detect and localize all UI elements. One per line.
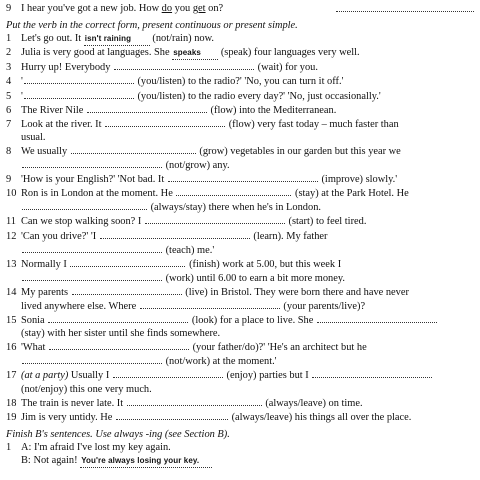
answer-blank[interactable] <box>22 271 162 281</box>
answer-blank[interactable] <box>49 340 189 350</box>
item-10: 10 Ron is in London at the moment. He (stay) at the Park Hotel. He <box>6 188 409 200</box>
item-13: 13 Normally I (finish) work at 5.00, but this week I <box>6 258 342 270</box>
answer-blank[interactable] <box>105 117 225 127</box>
item-14: 14 My parents (live) in Bristol. They were born there and have never <box>6 286 409 298</box>
answer-blank[interactable] <box>87 103 207 113</box>
item-12: 12 'Can you drive?' 'I (learn). My father <box>6 230 328 242</box>
item-5: 5 ' (you/listen) to the radio every day?' 'No, just occasionally.' <box>6 90 381 102</box>
item-17-cont: (not/enjoy) this one very much. <box>21 383 152 395</box>
item-11: 11 Can we stop walking soon? I (start) to feel tired. <box>6 216 367 228</box>
context-note: (at a party) <box>21 370 69 382</box>
instruction-2: Finish B's sentences. Use always -ing (see Section B). <box>6 428 230 440</box>
answer-blank[interactable] <box>317 313 437 323</box>
answer-blank[interactable] <box>22 243 162 253</box>
handwritten-answer[interactable]: isn't raining <box>84 32 150 46</box>
answer-blank[interactable] <box>176 186 291 196</box>
answer-blank[interactable] <box>24 74 134 84</box>
item-12-cont: (teach) me.' <box>6 243 475 257</box>
answer-blank[interactable] <box>168 172 318 182</box>
dialogue-1-a: 1 A: I'm afraid I've lost my key again. <box>6 441 171 453</box>
answer-blank[interactable] <box>22 200 147 210</box>
item-13-cont: (work) until 6.00 to earn a bit more money. <box>6 271 475 285</box>
item-6: 6 The River Nile (flow) into the Mediterranean. <box>6 104 337 116</box>
answer-blank[interactable] <box>116 410 228 420</box>
speaker-b: B: <box>21 455 31 466</box>
item-15: 15 Sonia (look) for a place to live. She <box>6 313 475 327</box>
speaker-a: A: <box>21 441 32 453</box>
dialogue-1-b: B: Not again! You're always losing your key. <box>6 454 475 468</box>
item-2: 2 Julia is very good at languages. She speaks (speak) four languages very well. <box>6 46 475 60</box>
answer-blank[interactable] <box>100 229 250 239</box>
answer-blank[interactable] <box>24 89 134 99</box>
handwritten-answer[interactable]: You're always losing your key. <box>80 454 212 468</box>
answer-blank[interactable] <box>71 144 196 154</box>
answer-blank[interactable] <box>22 354 162 364</box>
item-8-cont: (not/grow) any. <box>6 158 475 172</box>
answer-blank[interactable] <box>70 257 185 267</box>
item-number: 9 <box>6 3 12 14</box>
item-14-cont: lived anywhere else. Where (your parents/live)? <box>21 300 366 312</box>
item-3: 3 Hurry up! Everybody (wait) for you. <box>6 62 318 74</box>
item-1: 1 Let's go out. It isn't raining (not/rain) now. <box>6 32 475 46</box>
item-7: 7 Look at the river. It (flow) very fast today – much faster than <box>6 118 399 130</box>
answer-blank[interactable] <box>127 396 262 406</box>
answer-blank[interactable] <box>140 299 280 309</box>
item-8: 8 We usually (grow) vegetables in our garden but this year we <box>6 145 401 157</box>
instruction-1: Put the verb in the correct form, present continuous or present simple. <box>6 20 298 32</box>
answer-blank[interactable] <box>72 285 182 295</box>
item-9: 9 'How is your English?' 'Not bad. It (improve) slowly.' <box>6 174 398 186</box>
handwritten-answer[interactable]: speaks <box>172 46 218 60</box>
item-16-cont: (not/work) at the moment.' <box>6 354 475 368</box>
answer-blank[interactable] <box>145 214 285 224</box>
answer-blank[interactable] <box>113 368 223 378</box>
answer-blank[interactable] <box>312 368 432 378</box>
question-9-prev: 9 I hear you've got a new job. How do you get on? <box>6 2 475 15</box>
item-16: 16 'What (your father/do)?' 'He's an architect but he <box>6 342 367 354</box>
item-18: 18 The train is never late. It (always/leave) on time. <box>6 397 363 409</box>
item-19: 19 Jim is very untidy. He (always/leave) his things all over the place. <box>6 411 412 423</box>
item-17: 17 (at a party) Usually I (enjoy) parties but I <box>6 368 475 382</box>
item-4: 4 ' (you/listen) to the radio?' 'No, you can turn it off.' <box>6 76 344 88</box>
item-10-cont: (always/stay) there when he's in London. <box>6 200 475 214</box>
answer-blank[interactable] <box>22 158 162 168</box>
answer-blank[interactable] <box>114 60 254 70</box>
item-15-cont: (stay) with her sister until she finds somewhere. <box>21 328 221 340</box>
item-7-cont: usual. <box>21 131 46 143</box>
answer-blank[interactable] <box>48 313 188 323</box>
answer-blank[interactable] <box>336 2 474 12</box>
